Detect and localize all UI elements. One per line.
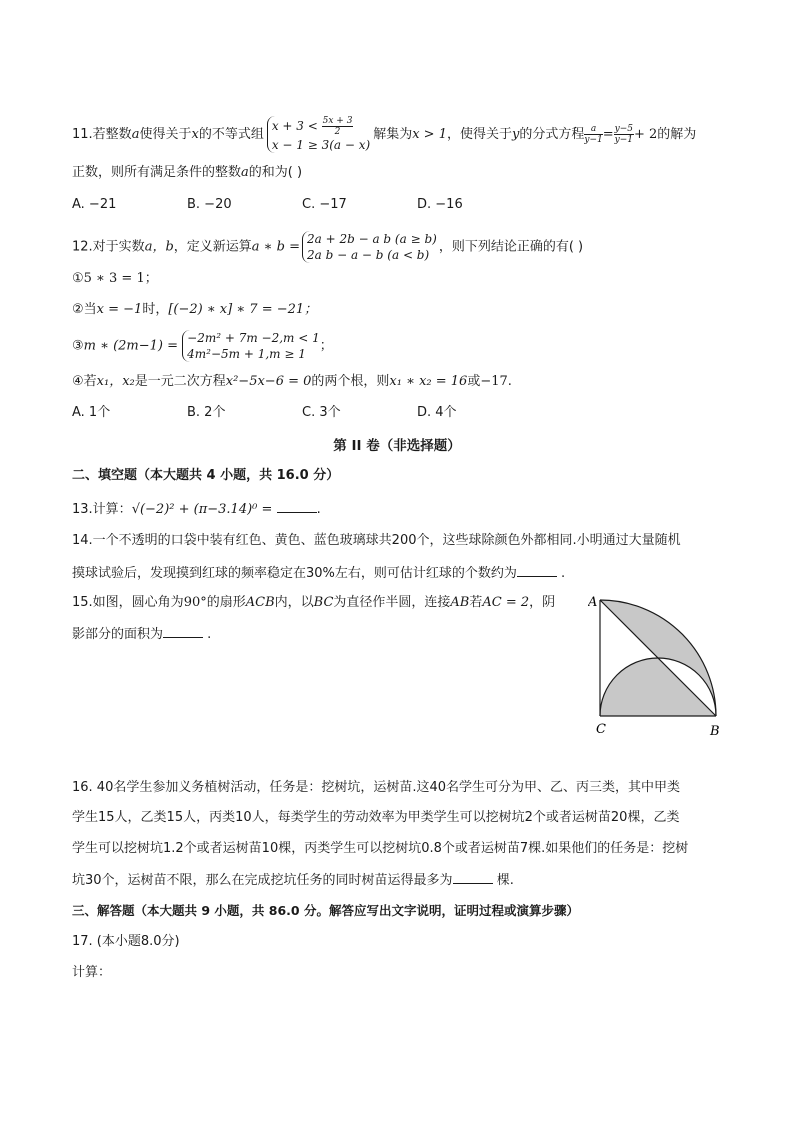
- q12-math: −17: [480, 374, 508, 389]
- q14-answer-blank[interactable]: [517, 562, 557, 577]
- q12-text: ③: [72, 338, 84, 354]
- q15-text: ，阴: [529, 595, 556, 610]
- q13-expression: √(−2)² + (π−3.14)⁰ =: [131, 502, 273, 517]
- q11-eq-fraction-2: [614, 124, 634, 145]
- q16-line1: 16. 40名学生参加义务植树活动，任务是：挖树坑，运树苗.这40名学生可分为甲、乙、丙三类，其中甲类: [72, 780, 681, 795]
- q11-eq-den2: y−1: [614, 135, 633, 145]
- q11-line1: [72, 116, 696, 153]
- q14-line1: 14.一个不透明的口袋中装有红色、黄色、蓝色玻璃球共200个，这些球除颜色外都相同.小明通过大量随机: [72, 533, 681, 548]
- q12-text: .: [507, 374, 512, 389]
- q12-vars: a，b: [144, 239, 174, 255]
- q11-option-c[interactable]: C. −17: [302, 197, 347, 212]
- q14-line2: [72, 562, 565, 584]
- q11-var-a: a: [131, 127, 140, 142]
- q12-text: ，则下列结论正确的有( ): [438, 239, 584, 255]
- q12-operation: a ∗ b =: [251, 239, 300, 255]
- q15-math: AC = 2: [482, 595, 530, 610]
- q16-text: 棵.: [496, 873, 514, 888]
- q12-s3-case-1: −2m² + 7m −2,m < 1: [187, 331, 320, 345]
- q15-figure: [588, 592, 728, 742]
- q14-text: 摸球试验后，发现摸到红球的频率稳定在30%左右，则可估计红球的个数约为: [72, 566, 517, 581]
- q17-prompt: 计算：: [72, 965, 112, 980]
- q15-label-a: A: [588, 595, 598, 610]
- q12-text: 的两个根，则: [311, 374, 390, 389]
- q15-text: 为直径作半圆，连接: [333, 595, 451, 610]
- q15-line1: [72, 593, 555, 613]
- q12-math: [(−2) ∗ x] ∗ 7 = −21；: [168, 302, 318, 317]
- q11-ineq1-left: x + 3 <: [271, 119, 318, 133]
- q11-text: 正数，则所有满足条件的整数: [72, 165, 242, 180]
- q11-eq-fraction-1: [584, 124, 602, 145]
- q12-option-a[interactable]: A. 1个: [72, 405, 111, 420]
- q11-ineq1-den: 2: [334, 127, 341, 137]
- q11-eq-num1: a: [584, 124, 602, 135]
- q11-eq-num2: y−5: [614, 124, 633, 134]
- q11-var-a: a: [241, 165, 249, 180]
- q12-piecewise: [302, 231, 437, 263]
- q13-line: [72, 498, 321, 520]
- part2-title: 第 II 卷（非选择题）: [333, 438, 461, 454]
- q12-s3-piecewise: [182, 330, 320, 362]
- q12-math: m ∗ (2m−1) =: [83, 338, 179, 354]
- q12-statement-1: ①5 ∗ 3 = 1；: [72, 271, 158, 286]
- q12-text: ，定义新运算: [173, 239, 252, 255]
- q11-eq-tail: + 2: [634, 127, 658, 142]
- q16-text: 坑30个，运树苗不限，那么在完成挖坑任务的同时树苗运得最多为: [72, 873, 453, 888]
- q11-text: ，使得关于: [446, 127, 512, 142]
- q16-line4: [72, 869, 514, 891]
- q11-text: 解集为: [373, 127, 413, 142]
- q11-text: 11.若整数: [72, 127, 132, 142]
- q11-text: 的不等式组: [198, 127, 264, 142]
- q13-answer-blank[interactable]: [277, 498, 317, 513]
- q13-text: .: [316, 502, 321, 517]
- q11-option-b[interactable]: B. −20: [187, 197, 232, 212]
- q12-statement-3: [72, 330, 333, 362]
- q15-line2: [72, 623, 211, 645]
- q12-statement-4: [72, 372, 512, 392]
- q12-line1: [72, 231, 583, 263]
- q11-text: 使得关于: [139, 127, 192, 142]
- q15-text: 的扇形: [206, 595, 246, 610]
- q12-text: ④若: [72, 374, 97, 389]
- q12-text: 12.对于实数: [72, 239, 145, 255]
- q12-option-b[interactable]: B. 2个: [187, 405, 226, 420]
- q12-math: x²−5x−6 = 0: [225, 374, 312, 389]
- q11-eq-equals: =: [602, 127, 614, 142]
- q11-option-a[interactable]: A. −21: [72, 197, 117, 212]
- q15-text: 15.如图，圆心角为: [72, 595, 184, 610]
- q11-var-x: x: [191, 127, 199, 142]
- q11-ineq1-fraction: [322, 116, 354, 137]
- q12-math: x₁，x₂: [96, 374, 135, 389]
- q12-text: 是一元二次方程: [134, 374, 226, 389]
- section2-heading: 二、填空题（本大题共 4 小题，共 16.0 分）: [72, 468, 340, 483]
- section3-heading: 三、解答题（本大题共 9 小题，共 86.0 分。解答应写出文字说明，证明过程或演算步骤）: [72, 903, 579, 918]
- q12-option-c[interactable]: C. 3个: [302, 405, 341, 420]
- q11-text: 的分式方程: [519, 127, 585, 142]
- q15-text: .: [207, 627, 212, 642]
- q15-label-b: B: [710, 724, 720, 739]
- q11-inequality-system: [267, 116, 370, 153]
- q13-text: 13.计算：: [72, 502, 132, 517]
- q11-text: 的和为( ): [248, 165, 303, 180]
- q15-text: 影部分的面积为: [72, 627, 164, 642]
- q12-options: [72, 403, 532, 423]
- q15-label-c: C: [596, 722, 606, 737]
- q12-case-1: 2a + 2b − a b (a ≥ b): [306, 232, 437, 246]
- q12-case-2: 2a b − a − b (a < b): [306, 248, 430, 262]
- q15-math: AB: [450, 595, 470, 610]
- q11-var-y: y: [512, 127, 520, 142]
- q15-math: BC: [313, 595, 334, 610]
- q16-line2: 学生15人，乙类15人，丙类10人，每类学生的劳动效率为甲类学生可以挖树坑2个或者运树苗20棵，乙类: [72, 810, 680, 825]
- q12-text: ；: [319, 338, 333, 354]
- q15-math: 90°: [183, 595, 207, 610]
- q12-statement-2: [72, 300, 317, 320]
- q12-option-d[interactable]: D. 4个: [417, 405, 457, 420]
- q12-s3-case-2: 4m²−5m + 1,m ≥ 1: [187, 347, 306, 361]
- q12-text: 时，: [142, 302, 169, 317]
- q11-eq-den1: y−1: [584, 135, 603, 145]
- q16-line3: 学生可以挖树坑1.2个或者运树苗10棵，丙类学生可以挖树坑0.8个或者运树苗7棵.如果他们的任务是：挖树: [72, 841, 689, 856]
- q15-text: 内，以: [274, 595, 314, 610]
- q11-inequality-1: [272, 116, 370, 137]
- q17-title: 17. (本小题8.0分): [72, 934, 180, 949]
- q15-text: 若: [469, 595, 483, 610]
- q12-math: x₁ ∗ x₂ = 16: [389, 374, 468, 389]
- q12-text: 或: [467, 374, 481, 389]
- q12-text: ②当: [72, 302, 97, 317]
- q12-math: x = −1: [96, 302, 143, 317]
- q15-math: ACB: [245, 595, 275, 610]
- q11-condition: x > 1: [412, 127, 447, 142]
- q14-text: .: [561, 566, 566, 581]
- q11-option-d[interactable]: D. −16: [417, 197, 463, 212]
- q11-line2: [72, 163, 302, 183]
- q11-options: [72, 195, 532, 215]
- q15-answer-blank[interactable]: [163, 623, 203, 638]
- q11-ineq1-num: 5x + 3: [322, 116, 353, 126]
- q11-text: 的解为: [657, 127, 697, 142]
- q11-inequality-2: x − 1 ≥ 3(a − x): [271, 138, 371, 152]
- q16-answer-blank[interactable]: [453, 869, 493, 884]
